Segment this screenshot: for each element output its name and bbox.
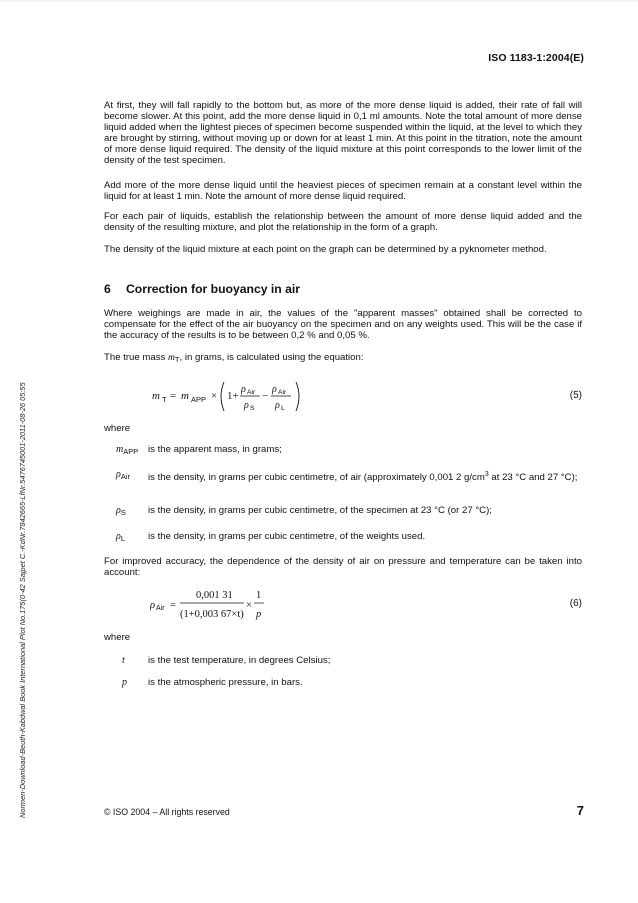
symbol-t: t: [122, 655, 125, 666]
symbol-rho-s: $\rho_S$: [116, 505, 126, 517]
scan-edge: [0, 0, 638, 2]
svg-text:ρ: ρ: [272, 384, 277, 395]
svg-text:Air: Air: [247, 389, 256, 396]
svg-text:=: =: [170, 600, 176, 611]
svg-text:Air: Air: [278, 389, 287, 396]
equation-5-number: (5): [569, 390, 582, 401]
svg-text:=: =: [170, 390, 177, 402]
svg-text:0,001 31: 0,001 31: [196, 590, 233, 601]
svg-text:1+: 1+: [227, 390, 239, 402]
svg-text:ρ: ρ: [150, 600, 156, 611]
paragraph-improved-accuracy: For improved accuracy, the dependence of the density of air on pressure and temperature can be taken into account:: [104, 556, 582, 578]
page-number: 7: [576, 803, 584, 818]
left-paren: [221, 382, 224, 411]
document-id: ISO 1183-1:2004(E): [488, 52, 584, 64]
svg-text:m: m: [181, 390, 189, 402]
section-number: 6: [104, 282, 111, 296]
definition-p: is the atmospheric pressure, in bars.: [148, 677, 303, 688]
right-paren: [296, 382, 299, 411]
section-heading: [104, 282, 300, 296]
eq5-m-t: m: [152, 390, 160, 402]
svg-text:S: S: [250, 405, 255, 412]
definition-rho-l: is the density, in grams per cubic centimetre, of the weights used.: [148, 531, 426, 542]
paragraph-pyknometer: The density of the liquid mixture at each point on the graph can be determined by a pyknometer method.: [104, 244, 547, 255]
symbol-rho-l: $\rho_L$: [116, 531, 125, 543]
paragraph-heaviest: Add more of the more dense liquid until the heaviest pieces of specimen remain at a constant level within the liquid for at least 1 min. Note the amount of more dense liquid required.: [104, 180, 582, 202]
svg-text:T: T: [162, 395, 167, 404]
symbol-rho-air: $\rho_{Air}$: [116, 469, 130, 481]
svg-text:ρ: ρ: [244, 400, 249, 411]
svg-text:APP: APP: [191, 395, 207, 404]
equation-6: [150, 585, 270, 623]
svg-text:1: 1: [256, 590, 262, 601]
download-watermark: Normen-Download-Beuth-Kabdwal Book International Plot No.175(0-42 Sajpet C.-KdNr.7842665-LfNr.5476745001-2011-08-26 05:55: [18, 382, 27, 818]
definition-m-app: is the apparent mass, in grams;: [148, 444, 282, 455]
svg-text:(1+0,003 67×t): (1+0,003 67×t): [180, 609, 244, 620]
svg-text:ρ: ρ: [275, 400, 280, 411]
svg-text:−: −: [262, 390, 269, 402]
symbol-p: p: [122, 677, 127, 688]
where-label-2: where: [104, 632, 131, 643]
svg-text:ρ: ρ: [241, 384, 246, 395]
symbol-m-app: $m_{APP}$: [116, 444, 139, 456]
paragraph-relationship: For each pair of liquids, establish the relationship between the amount of more dense liquid added and the density of the resulting mixture, and plot the relationship in the form of a graph.: [104, 211, 582, 233]
definition-rho-s: is the density, in grams per cubic centimetre, of the specimen at 23 °C (or 27 °C);: [148, 505, 492, 516]
svg-text:p: p: [256, 609, 262, 620]
paragraph-buoyancy: Where weighings are made in air, the values of the "apparent masses" obtained shall be corrected to compensate for the effect of the air buoyancy on the specimen and on any weights used. This will be the case if the accuracy of the results is to be between 0,2 % and 0,05 %.: [104, 308, 582, 341]
where-label-1: where: [104, 423, 131, 434]
paragraph-true-mass: The true mass $m_T$, in grams, is calculated using the equation:: [104, 352, 364, 364]
equation-5: [150, 378, 310, 414]
equation-6-number: (6): [569, 598, 582, 609]
definition-rho-air: is the density, in grams per cubic centimetre, of air (approximately 0,001 2 $g/cm^3$ at 23 °C and 27 °C);: [148, 471, 578, 483]
section-title: Correction for buoyancy in air: [126, 282, 301, 296]
svg-text:×: ×: [211, 390, 218, 402]
svg-text:×: ×: [246, 600, 252, 611]
svg-text:L: L: [281, 405, 285, 412]
svg-text:Air: Air: [156, 605, 165, 612]
copyright-notice: © ISO 2004 – All rights reserved: [104, 807, 230, 817]
paragraph-titration: At first, they will fall rapidly to the bottom but, as more of the more dense liquid is added, their rate of fall will become slower. At this point, add the more dense liquid in 0,1 ml amounts. Note the total amount of more dense liquid added when the lightest pieces of specimen become suspended within the liquid, at the level to which they are brought by stirring, without moving up or down for at least 1 min. At this point in the titration, note the amount of more dense liquid required. The density of the liquid mixture at this point corresponds to the lower limit of the density of the test specimen.: [104, 100, 582, 166]
definition-t: is the test temperature, in degrees Celsius;: [148, 655, 331, 666]
